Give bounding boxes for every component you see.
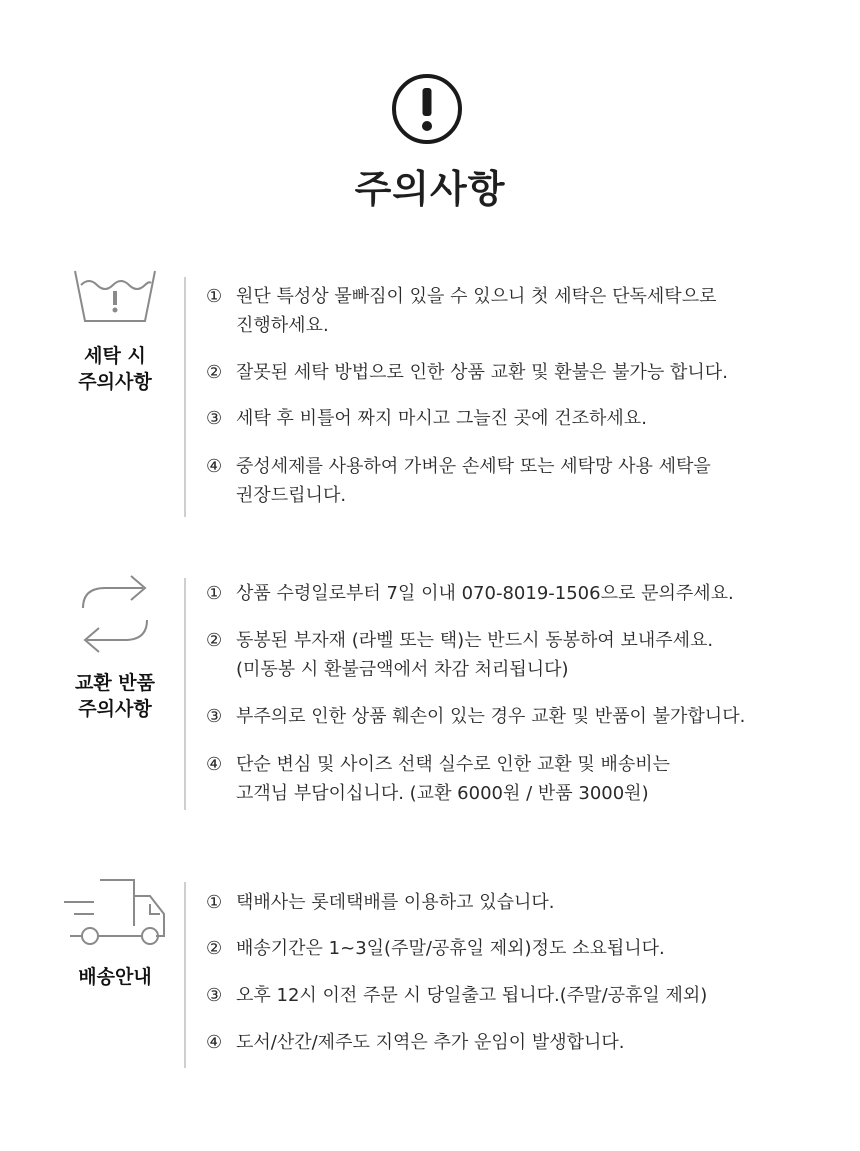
delivery-side [40,874,190,990]
list-item [206,888,836,917]
item-text: 오후 12시 이전 주문 시 당일출고 됩니다.(주말/공휴일 제외) [236,985,708,1006]
item-text: 도서/산간/제주도 지역은 추가 운임이 발생합니다. [236,1032,625,1053]
delivery-section [0,870,860,1070]
list-item [206,702,836,731]
item-number: ② [206,938,223,959]
list-item [206,1028,836,1057]
section-divider [184,277,186,517]
item-text: 택배사는 롯데택배를 이용하고 있습니다. [236,892,555,913]
item-text: 배송기간은 1~3일(주말/공휴일 제외)정도 소요됩니다. [236,938,665,959]
item-text: 중성세제를 사용하여 가벼운 손세탁 또는 세탁망 사용 세탁을 권장드립니다. [236,456,711,506]
list-item [206,981,836,1010]
item-text: 원단 특성상 물빠짐이 있을 수 있으니 첫 세탁은 단독세탁으로 진행하세요. [236,286,717,336]
list-item [206,750,836,808]
washing-section-label: 세탁 시 주의사항 [78,345,152,393]
hand-wash-icon [67,265,163,329]
item-text: 동봉된 부자재 (라벨 또는 택)는 반드시 동봉하여 보내주세요. (미동봉 시 환불금액에서 차감 처리됩니다) [236,630,714,680]
exchange-section [0,562,860,817]
item-number: ① [206,286,223,307]
exchange-section-label: 교환 반품 주의사항 [74,672,156,720]
list-item [206,358,836,387]
washing-side [40,265,190,395]
item-number: ③ [206,985,223,1006]
item-text: 단순 변심 및 사이즈 선택 실수로 인한 교환 및 배송비는 고객님 부담이십니다. (교환 6000원 / 반품 3000원) [236,754,671,804]
item-number: ② [206,630,223,651]
item-number: ④ [206,754,223,775]
item-number: ① [206,892,223,913]
exclamation-circle-icon [391,73,463,145]
item-text: 잘못된 세탁 방법으로 인한 상품 교환 및 환불은 불가능 합니다. [236,362,728,383]
item-number: ② [206,362,223,383]
item-number: ③ [206,408,223,429]
page-title: 주의사항 [354,167,506,211]
item-number: ① [206,583,223,604]
exchange-arrows-icon [73,572,157,656]
item-text: 부주의로 인한 상품 훼손이 있는 경우 교환 및 반품이 불가합니다. [236,706,746,727]
list-item [206,934,836,963]
item-number: ④ [206,1032,223,1053]
item-text: 상품 수령일로부터 7일 이내 070-8019-1506으로 문의주세요. [236,583,734,604]
washing-section [0,265,860,520]
list-item [206,404,836,433]
list-item [206,579,836,608]
header [0,0,860,230]
delivery-section-label: 배송안내 [78,966,152,988]
item-number: ③ [206,706,223,727]
item-number: ④ [206,456,223,477]
exchange-side [40,572,190,722]
list-item [206,452,836,510]
section-divider [184,578,186,810]
item-text: 세탁 후 비틀어 짜지 마시고 그늘진 곳에 건조하세요. [236,408,647,429]
section-divider [184,882,186,1068]
delivery-truck-icon [60,874,170,948]
list-item [206,626,836,684]
list-item [206,282,836,340]
